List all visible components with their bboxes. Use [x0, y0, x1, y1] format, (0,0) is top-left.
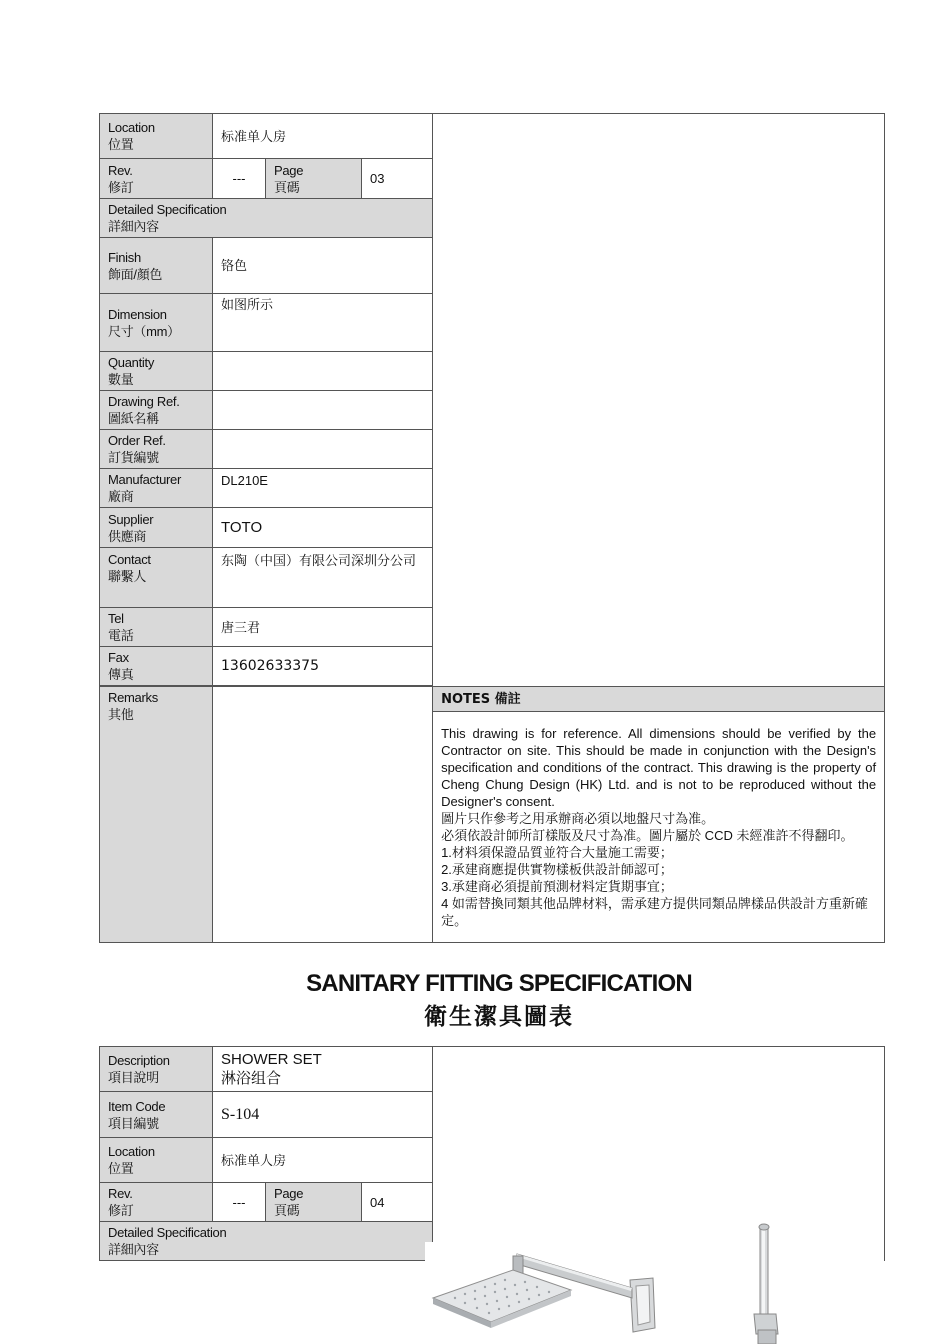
item-code-value: S-104 — [213, 1092, 433, 1138]
remarks-label: Remarks 其他 — [100, 687, 213, 943]
rev-label: Rev. 修訂 — [100, 1183, 213, 1222]
fax-label: Fax 傳真 — [100, 647, 213, 686]
dimension-label: Dimension 尺寸（mm） — [100, 294, 213, 352]
quantity-label: Quantity 數量 — [100, 352, 213, 391]
detailed-spec-header: Detailed Specification 詳細內容 — [100, 1222, 433, 1261]
rev-label: Rev. 修訂 — [100, 159, 213, 199]
item-code-label: Item Code 項目編號 — [100, 1092, 213, 1138]
detailed-spec-header: Detailed Specification 詳細內容 — [100, 199, 433, 238]
page-value: 03 — [362, 159, 433, 199]
product-image-area — [433, 114, 885, 687]
supplier-value: TOTO — [213, 508, 433, 548]
notes-line: 1.材料須保證品質並符合大量施工需要； — [441, 845, 673, 860]
page-title-english: SANITARY FITTING SPECIFICATION — [306, 970, 692, 997]
fax-value: 13602633375 — [213, 647, 433, 686]
notes-heading: NOTES 備註 — [433, 687, 885, 712]
drawing-ref-label: Drawing Ref. 圖紙名稱 — [100, 391, 213, 430]
rev-value: --- — [213, 1183, 266, 1222]
remarks-value — [213, 687, 433, 943]
page-value: 04 — [362, 1183, 433, 1222]
finish-label: Finish 飾面/顏色 — [100, 238, 213, 294]
supplier-label: Supplier 供應商 — [100, 508, 213, 548]
description-value-zh: 淋浴组合 — [221, 1070, 282, 1087]
location-value: 标准单人房 — [213, 114, 433, 159]
page-label: Page 頁碼 — [266, 1183, 362, 1222]
drawing-ref-value — [213, 391, 433, 430]
hand-shower-photo — [702, 1218, 846, 1344]
notes-body — [433, 712, 885, 943]
description-value — [213, 1047, 433, 1092]
notes-line: 2.承建商應提供實物樣板供設計師認可； — [441, 862, 673, 877]
finish-value: 铬色 — [213, 238, 433, 294]
rain-shower-head-photo — [425, 1242, 668, 1344]
notes-line: 圖片只作參考之用承辦商必須以地盤尺寸為准。 — [441, 811, 715, 826]
dimension-value: 如图所示 — [213, 294, 433, 352]
order-ref-value — [213, 430, 433, 469]
notes-line: 3.承建商必須提前預測材料定貨期事宜； — [441, 879, 673, 894]
rev-value: --- — [213, 159, 266, 199]
location-label: Location 位置 — [100, 114, 213, 159]
notes-line: 4 如需替換同類其他品牌材料，需承建方提供同類品牌樣品供設計方重新確定。 — [441, 896, 868, 928]
spec-sheet-page-03 — [99, 113, 885, 943]
tel-value: 唐三君 — [213, 608, 433, 647]
notes-line: 必須依設計師所訂樣版及尺寸為准。圖片屬於 CCD 未經准許不得翻印。 — [441, 828, 854, 843]
contact-value: 东陶（中国）有限公司深圳分公司 — [213, 548, 433, 608]
order-ref-label: Order Ref. 訂貨編號 — [100, 430, 213, 469]
page-title-chinese: 衛生潔具圖表 — [424, 1003, 574, 1029]
tel-label: Tel 電話 — [100, 608, 213, 647]
contact-label: Contact 聯繫人 — [100, 548, 213, 608]
description-value-en: SHOWER SET — [221, 1051, 322, 1068]
description-label: Description 項目說明 — [100, 1047, 213, 1092]
page-label: Page 頁碼 — [266, 159, 362, 199]
location-label: Location 位置 — [100, 1138, 213, 1183]
quantity-value — [213, 352, 433, 391]
manufacturer-label: Manufacturer 廠商 — [100, 469, 213, 508]
notes-english: This drawing is for reference. All dimensions should be verified by the Contractor on site. This should be made in conjunction with the Design's specification and conditions of the contract. This drawing is the property of Cheng Chung Design (HK) Ltd. and is not to be reproduced without the Designer's consent. — [441, 726, 877, 809]
location-value: 标准单人房 — [213, 1138, 433, 1183]
manufacturer-value: DL210E — [213, 469, 433, 508]
